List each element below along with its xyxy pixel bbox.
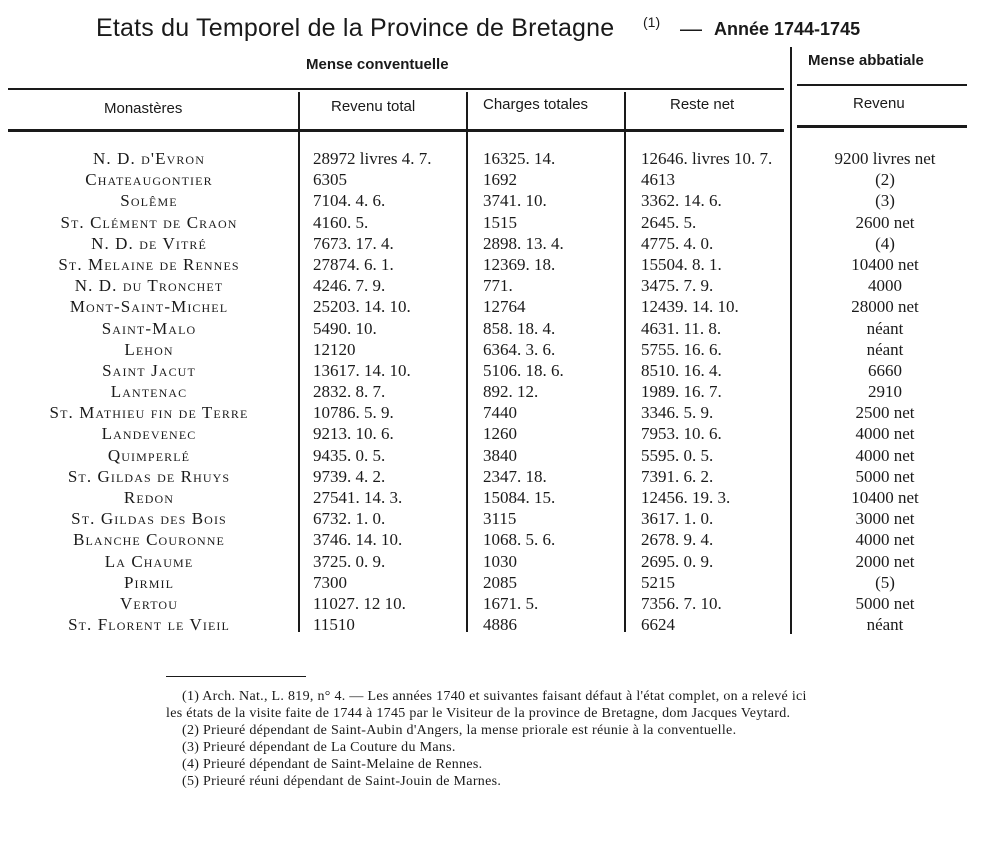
mense-abbatiale-cell: 5000 net (855, 593, 915, 613)
charges-totales-cell: 2347. 18. (483, 466, 547, 486)
charges-totales-cell: 4886 (483, 615, 517, 635)
monastery-name: N. D. d'Evron (93, 149, 205, 168)
reste-net-cell: 2645. 5. (641, 212, 697, 232)
reste-net-cell: 15504. 8. 1. (641, 254, 722, 274)
revenu-total-cell: 13617. 14. 10. (313, 360, 411, 380)
charges-totales-cell: 3741. 10. (483, 191, 547, 211)
table-row (0, 551, 993, 572)
mense-abbatiale-cell: 28000 net (851, 297, 919, 317)
revenu-total-cell: 4246. 7. 9. (313, 276, 386, 296)
charges-totales-cell: 1671. 5. (483, 593, 539, 613)
mense-abbatiale-cell: 5000 net (855, 466, 915, 486)
revenu-total-cell: 3725. 0. 9. (313, 551, 386, 571)
reste-net-cell: 3475. 7. 9. (641, 276, 714, 296)
table-row (0, 572, 993, 593)
revenu-total-cell: 28972 livres 4. 7. (313, 149, 432, 168)
footnote: (3) Prieuré dépendant de La Couture du Mans. (182, 740, 456, 755)
charges-totales-cell: 2898. 13. 4. (483, 233, 564, 253)
mense-abbatiale-cell: 10400 net (851, 488, 919, 507)
reste-net-cell: 6624 (641, 615, 675, 635)
reste-net-cell: 12439. 14. 10. (641, 297, 739, 317)
monastery-name: St. Clément de Craon (60, 212, 238, 232)
revenu-total-cell: 10786. 5. 9. (313, 403, 394, 423)
reste-net-cell: 3362. 14. 6. (641, 191, 722, 211)
charges-totales-cell: 1068. 5. 6. (483, 530, 556, 550)
footnote: (4) Prieuré dépendant de Saint-Melaine de Rennes. (182, 757, 483, 772)
header-top-rule (8, 88, 784, 90)
charges-totales-cell: 6364. 3. 6. (483, 339, 556, 359)
table-row (0, 212, 993, 233)
monastery-name: Landevenec (101, 424, 197, 444)
charges-totales-cell: 5106. 18. 6. (483, 360, 564, 380)
mense-abbatiale-cell: 4000 net (855, 445, 915, 465)
header-bottom-rule (8, 129, 784, 132)
monastery-name: Quimperlé (107, 445, 191, 465)
table-row (0, 402, 993, 423)
revenu-total-cell: 9213. 10. 6. (313, 424, 394, 444)
table-row (0, 423, 993, 444)
reste-net-cell: 12456. 19. 3. (641, 488, 731, 507)
table-row (0, 339, 993, 360)
revenu-total-cell: 5490. 10. (313, 318, 377, 338)
mense-abbatiale-cell: 2910 (868, 382, 902, 402)
revenu-total-cell: 7104. 4. 6. (313, 191, 386, 211)
mense-abbatiale-cell: 4000 (868, 276, 902, 296)
table-row (0, 318, 993, 339)
monastery-name: Blanche Couronne (73, 530, 225, 550)
table-row (0, 360, 993, 381)
reste-net-cell: 7356. 7. 10. (641, 593, 722, 613)
mense-abbatiale-cell: 2600 net (855, 212, 915, 232)
reste-net-cell: 1989. 16. 7. (641, 382, 722, 402)
monastery-name: N. D. de Vitré (91, 233, 207, 253)
revenu-total-cell: 11510 (313, 615, 355, 635)
table-row (0, 487, 993, 508)
reste-net-cell: 8510. 16. 4. (641, 360, 722, 380)
reste-net-cell: 4775. 4. 0. (641, 233, 714, 253)
charges-totales-cell: 892. 12. (483, 382, 539, 402)
revenu-total-cell: 25203. 14. 10. (313, 297, 411, 317)
col-header-revenu: Revenu (853, 95, 905, 112)
monastery-name: Vertou (120, 593, 178, 613)
title-footnote-ref: (1) (643, 14, 661, 30)
charges-totales-cell: 858. 18. 4. (483, 318, 556, 338)
footnotes (166, 688, 816, 790)
group-header-abbatiale: Mense abbatiale (808, 52, 924, 69)
revenu-total-cell: 27541. 14. 3. (313, 488, 403, 507)
mense-abbatiale-cell: 2500 net (855, 403, 915, 423)
monastery-name: St. Mathieu fin de Terre (49, 403, 249, 423)
monastery-name: Solême (120, 191, 178, 211)
revenu-total-cell: 11027. 12 10. (313, 593, 406, 613)
mense-abbatiale-cell: néant (866, 318, 904, 338)
charges-totales-cell: 16325. 14. (483, 149, 556, 168)
revenu-total-cell: 6732. 1. 0. (313, 509, 386, 529)
revenu-total-cell: 6305 (313, 170, 347, 190)
mense-abbatiale-cell: (5) (875, 572, 895, 592)
monastery-name: Pirmil (123, 572, 175, 592)
monastery-name: Chateaugontier (85, 170, 213, 190)
reste-net-cell: 5755. 16. 6. (641, 339, 722, 359)
header-top-rule-abbatiale (797, 84, 967, 86)
title-dash: — (680, 16, 702, 41)
charges-totales-cell: 771. (483, 276, 513, 296)
revenu-total-cell: 4160. 5. (313, 212, 369, 232)
reste-net-cell: 3617. 1. 0. (641, 509, 714, 529)
table-row (0, 466, 993, 487)
table-row (0, 233, 993, 254)
reste-net-cell: 2678. 9. 4. (641, 530, 714, 550)
footnote: (1) Arch. Nat., L. 819, n° 4. — Les années 1740 et suivantes faisant défaut à l'état complet, on a relevé ici les états de la visite faite de 1744 à 1745 par le Visiteur de la province de Bretagne, dom Jacques Veytard. (166, 689, 807, 721)
monastery-name: Lehon (124, 339, 174, 359)
revenu-total-cell: 9435. 0. 5. (313, 445, 386, 465)
col-header-reste-net: Reste net (670, 96, 735, 113)
reste-net-cell: 7391. 6. 2. (641, 466, 714, 486)
monastery-name: Lantenac (110, 382, 188, 402)
table-row (0, 169, 993, 190)
footnote: (5) Prieuré réuni dépendant de Saint-Jouin de Marnes. (182, 774, 502, 789)
footnote-rule (166, 676, 306, 677)
charges-totales-cell: 15084. 15. (483, 488, 556, 507)
mense-abbatiale-cell: néant (866, 339, 904, 359)
charges-totales-cell: 7440 (483, 403, 517, 423)
mense-abbatiale-cell: (2) (875, 170, 895, 190)
mense-abbatiale-cell: 2000 net (855, 551, 915, 571)
reste-net-cell: 12646. livres 10. 7. (641, 149, 773, 168)
monastery-name: Saint-Malo (101, 318, 197, 338)
revenu-total-cell: 7300 (313, 572, 347, 592)
monastery-name: Saint Jacut (102, 360, 196, 380)
monastery-name: St. Gildas de Rhuys (67, 466, 231, 486)
charges-totales-cell: 1515 (483, 212, 517, 232)
monastery-name: N. D. du Tronchet (74, 276, 224, 296)
charges-totales-cell: 3840 (483, 445, 517, 465)
table-row (0, 190, 993, 211)
reste-net-cell: 4613 (641, 170, 675, 190)
table-row (0, 529, 993, 550)
charges-totales-cell: 1692 (483, 170, 517, 190)
monastery-name: St. Gildas des Bois (71, 509, 227, 529)
mense-abbatiale-cell: 4000 net (855, 424, 915, 444)
reste-net-cell: 7953. 10. 6. (641, 424, 722, 444)
revenu-total-cell: 2832. 8. 7. (313, 382, 386, 402)
revenu-total-cell: 3746. 14. 10. (313, 530, 403, 550)
revenu-total-cell: 7673. 17. 4. (313, 233, 394, 253)
mense-abbatiale-cell: 4000 net (855, 530, 915, 550)
table-row (0, 148, 993, 169)
table-body (0, 148, 993, 635)
group-header-conventuelle: Mense conventuelle (306, 56, 449, 73)
reste-net-cell: 3346. 5. 9. (641, 403, 714, 423)
charges-totales-cell: 3115 (483, 509, 517, 529)
mense-abbatiale-cell: 9200 livres net (834, 149, 936, 168)
mense-abbatiale-cell: néant (866, 615, 904, 635)
table-row (0, 445, 993, 466)
reste-net-cell: 4631. 11. 8. (641, 318, 722, 338)
title-year: Année 1744-1745 (714, 19, 861, 39)
page-title: Etats du Temporel de la Province de Bretagne (96, 14, 615, 42)
monastery-name: St. Melaine de Rennes (58, 254, 240, 274)
table-row (0, 508, 993, 529)
charges-totales-cell: 2085 (483, 572, 517, 592)
mense-abbatiale-cell: (3) (875, 191, 895, 211)
mense-abbatiale-cell: 10400 net (851, 254, 919, 274)
table-row (0, 593, 993, 614)
table-row (0, 275, 993, 296)
reste-net-cell: 2695. 0. 9. (641, 551, 714, 571)
charges-totales-cell: 1260 (483, 424, 517, 444)
table-row (0, 614, 993, 635)
table-row (0, 381, 993, 402)
monastery-name: La Chaume (104, 551, 194, 571)
charges-totales-cell: 12369. 18. (483, 254, 556, 274)
reste-net-cell: 5595. 0. 5. (641, 445, 714, 465)
mense-abbatiale-cell: 6660 (868, 360, 902, 380)
charges-totales-cell: 1030 (483, 551, 517, 571)
table-row (0, 296, 993, 317)
monastery-name: Mont-Saint-Michel (69, 297, 229, 317)
table-row (0, 254, 993, 275)
reste-net-cell: 5215 (641, 572, 675, 592)
col-header-revenu-total: Revenu total (331, 98, 416, 115)
col-header-monasteres: Monastères (104, 100, 183, 117)
revenu-total-cell: 12120 (313, 339, 356, 359)
monastery-name: St. Florent le Vieil (68, 615, 230, 635)
monastery-name: Redon (123, 488, 175, 507)
revenu-total-cell: 9739. 4. 2. (313, 466, 386, 486)
mense-abbatiale-cell: 3000 net (855, 509, 915, 529)
revenu-total-cell: 27874. 6. 1. (313, 254, 394, 274)
header-bottom-rule-abbatiale (797, 125, 967, 128)
charges-totales-cell: 12764 (483, 297, 526, 317)
mense-abbatiale-cell: (4) (875, 233, 895, 253)
col-header-charges-totales: Charges totales (483, 96, 589, 113)
footnote: (2) Prieuré dépendant de Saint-Aubin d'Angers, la mense priorale est réunie à la conventuelle. (182, 723, 737, 738)
